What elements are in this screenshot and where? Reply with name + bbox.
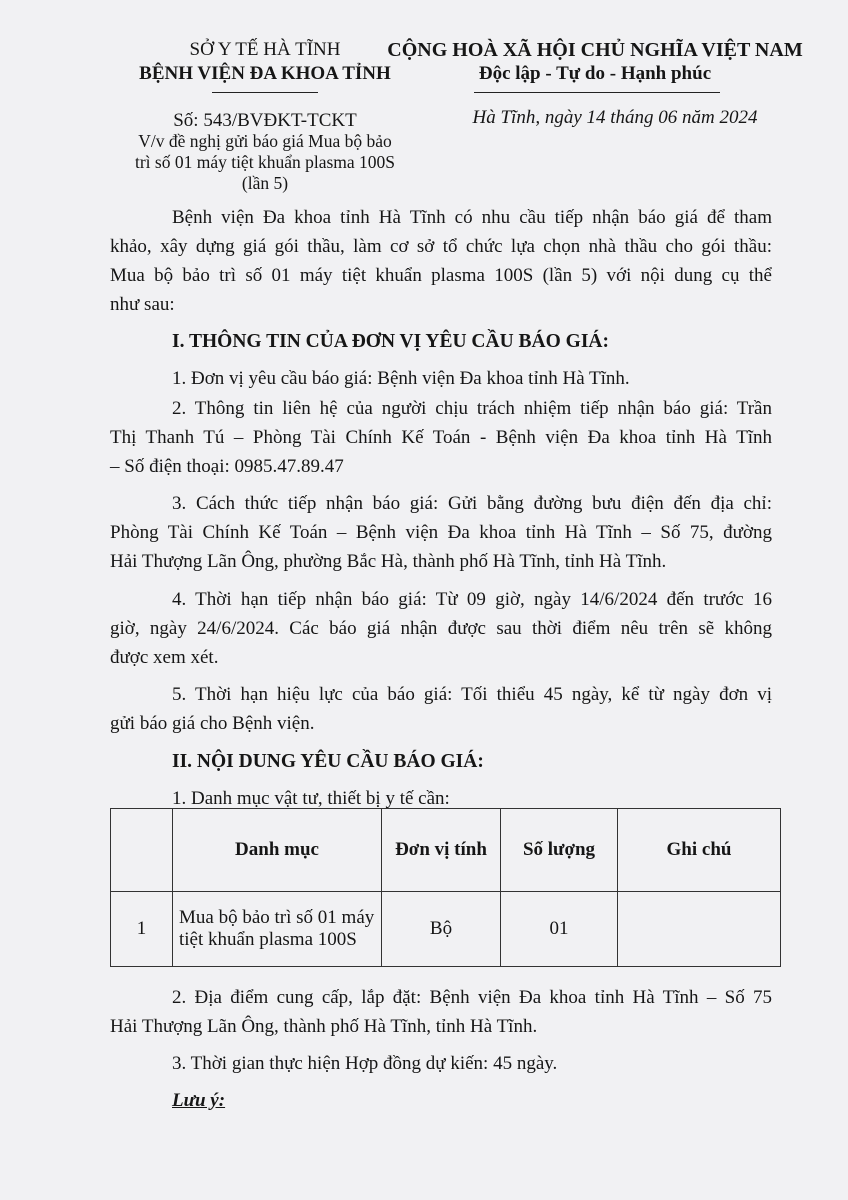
cell-note: [618, 892, 781, 967]
section-2-item-1: 1. Danh mục vật tư, thiết bị y tế cần:: [172, 788, 450, 809]
header-underline-right: [474, 92, 720, 93]
document-number: Số: 543/BVĐKT-TCKT: [173, 110, 357, 131]
text-line: được xem xét.: [110, 647, 219, 668]
section-1-item-1: 1. Đơn vị yêu cầu báo giá: Bệnh viện Đa khoa tỉnh Hà Tĩnh.: [172, 368, 630, 389]
text-line: như sau:: [110, 294, 175, 315]
cell-item: Mua bộ bảo trì số 01 máy tiệt khuẩn plasma 100S: [173, 892, 382, 967]
text-line: Hải Thượng Lãn Ông, thành phố Hà Tĩnh, tỉnh Hà Tĩnh.: [110, 1016, 538, 1037]
text-line: giờ, ngày 24/6/2024. Các báo giá nhận được sau thời điểm nêu trên sẽ không: [110, 618, 772, 639]
subject-line: (lần 5): [241, 173, 289, 193]
hospital-name: BỆNH VIỆN ĐA KHOA TỈNH: [139, 63, 391, 84]
cell-unit: Bộ: [382, 892, 501, 967]
text-line: 2. Địa điểm cung cấp, lắp đặt: Bệnh viện Đa khoa tỉnh Hà Tĩnh – Số 75: [172, 987, 772, 1008]
text-line: 2. Thông tin liên hệ của người chịu trách nhiệm tiếp nhận báo giá: Trần: [172, 398, 772, 419]
table-header-row: [111, 809, 781, 892]
document-subject: [100, 131, 430, 194]
note-heading: Lưu ý:: [172, 1090, 226, 1111]
text-line: – Số điện thoại: 0985.47.89.47: [110, 456, 344, 477]
text-line: Mua bộ bảo trì số 01 máy tiệt khuẩn plasma 100S (lần 5) với nội dung cụ thể: [110, 265, 772, 286]
section-2-title: II. NỘI DUNG YÊU CẦU BÁO GIÁ:: [172, 751, 484, 772]
text-line: 5. Thời hạn hiệu lực của báo giá: Tối thiểu 45 ngày, kể từ ngày đơn vị: [172, 684, 772, 705]
national-title: CỘNG HOÀ XÃ HỘI CHỦ NGHĨA VIỆT NAM: [387, 39, 803, 61]
header-quantity: Số lượng: [501, 809, 618, 892]
header-item: Danh mục: [173, 809, 382, 892]
header-stt: [111, 809, 173, 892]
agency-name: SỞ Y TẾ HÀ TĨNH: [189, 39, 341, 60]
cell-stt: 1: [111, 892, 173, 967]
header-note: Ghi chú: [618, 809, 781, 892]
header-unit: Đơn vị tính: [382, 809, 501, 892]
header-underline-left: [212, 92, 318, 93]
text-line: 3. Cách thức tiếp nhận báo giá: Gửi bằng đường bưu điện đến địa chỉ:: [172, 493, 772, 514]
subject-line: trì số 01 máy tiệt khuẩn plasma 100S: [134, 152, 396, 172]
text-line: Phòng Tài Chính Kế Toán – Bệnh viện Đa khoa tỉnh Hà Tĩnh – Số 75, đường: [110, 522, 772, 543]
text-line: khảo, xây dựng giá gói thầu, làm cơ sở tổ chức lựa chọn nhà thầu cho gói thầu:: [110, 236, 772, 257]
text-line: Thị Thanh Tú – Phòng Tài Chính Kế Toán - Bệnh viện Đa khoa tỉnh Hà Tĩnh: [110, 427, 772, 448]
section-1-title: I. THÔNG TIN CỦA ĐƠN VỊ YÊU CẦU BÁO GIÁ:: [172, 331, 610, 352]
section-2-item-3: 3. Thời gian thực hiện Hợp đồng dự kiến: 45 ngày.: [172, 1053, 558, 1074]
cell-quantity: 01: [501, 892, 618, 967]
text-line: Bệnh viện Đa khoa tỉnh Hà Tĩnh có nhu cầu tiếp nhận báo giá để tham: [172, 207, 772, 228]
text-line: gửi báo giá cho Bệnh viện.: [110, 713, 315, 734]
text-line: Hải Thượng Lãn Ông, phường Bắc Hà, thành phố Hà Tĩnh, tỉnh Hà Tĩnh.: [110, 551, 667, 572]
document-date: Hà Tĩnh, ngày 14 tháng 06 năm 2024: [472, 107, 758, 128]
national-motto: Độc lập - Tự do - Hạnh phúc: [478, 63, 712, 84]
subject-line: V/v đề nghị gửi báo giá Mua bộ bảo: [138, 131, 392, 151]
supply-table: [110, 808, 781, 967]
table-row: [111, 892, 781, 967]
text-line: 4. Thời hạn tiếp nhận báo giá: Từ 09 giờ, ngày 14/6/2024 đến trước 16: [172, 589, 772, 610]
